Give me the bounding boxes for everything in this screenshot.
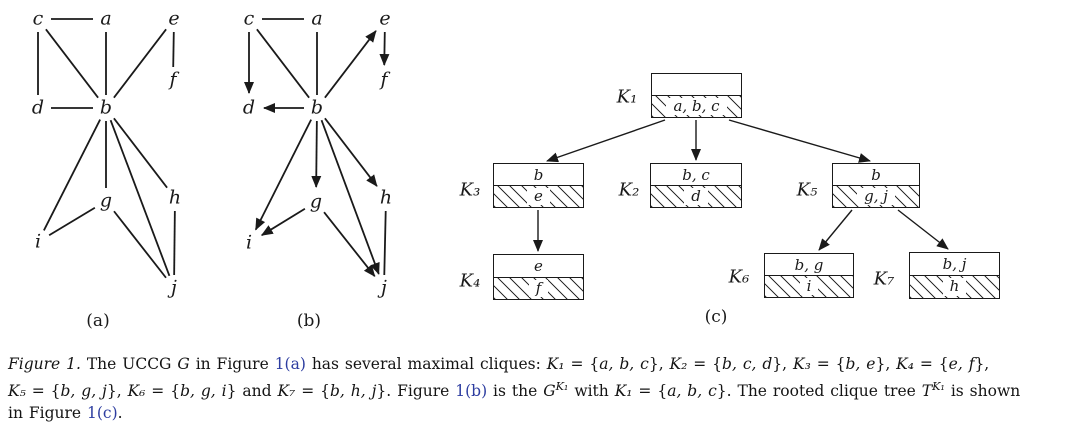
caption-text: . xyxy=(117,404,123,423)
clique-box-K4 xyxy=(493,254,584,300)
caption-text: = { xyxy=(295,381,330,400)
node-label-a-b: b xyxy=(99,96,113,119)
tree-edge-K5-K7 xyxy=(898,210,948,249)
caption-text: K₂ xyxy=(669,355,688,373)
residual-row-K3 xyxy=(494,186,583,207)
node-label-b-c: c xyxy=(243,7,255,30)
clique-box-K6 xyxy=(764,253,854,298)
caption-line-2 xyxy=(8,376,1074,403)
caption-line-3 xyxy=(8,402,1074,425)
caption-text: b, g, j xyxy=(60,381,107,400)
node-label-a-a: a xyxy=(100,7,112,30)
residual-label-K5: g, j xyxy=(857,188,895,205)
node-label-a-i: i xyxy=(34,230,42,253)
panel-c-caption: (c) xyxy=(704,307,728,327)
edge-a-h-j xyxy=(174,211,175,275)
residual-label-K2: d xyxy=(684,188,708,205)
caption-text: has several maximal cliques: xyxy=(305,355,547,373)
node-label-a-e: e xyxy=(168,7,180,30)
clique-label-K7: K₇ xyxy=(873,268,895,290)
caption-text: } and xyxy=(226,381,278,400)
caption-text: Figure 1. xyxy=(8,355,81,373)
caption-text: }, xyxy=(772,355,793,373)
residual-row-K7 xyxy=(910,276,999,298)
caption-text: K₁ xyxy=(555,379,569,393)
node-label-b-i: i xyxy=(245,231,253,254)
node-label-b-h: h xyxy=(379,186,393,209)
clique-label-K6: K₆ xyxy=(728,266,750,288)
caption-text: K₁ xyxy=(614,381,633,400)
caption-text: T xyxy=(921,381,933,400)
residual-row-K4 xyxy=(494,278,583,300)
node-label-b-e: e xyxy=(379,7,391,30)
clique-box-K5 xyxy=(832,163,920,208)
node-label-b-d: d xyxy=(242,96,256,119)
caption-text: K₁ xyxy=(932,379,945,393)
node-label-b-a: a xyxy=(311,7,323,30)
caption-line-1 xyxy=(8,353,1074,376)
separator-row-K2: b, c xyxy=(651,164,741,186)
caption-text: b, h, j xyxy=(329,381,377,400)
clique-label-K3: K₃ xyxy=(459,179,481,201)
caption-text: K₁ xyxy=(546,355,565,373)
residual-row-K2 xyxy=(651,186,741,207)
node-label-b-b: b xyxy=(310,96,324,119)
node-label-b-g: g xyxy=(309,190,323,213)
caption-text: is the xyxy=(487,381,544,400)
caption-text: }, xyxy=(875,355,897,373)
figure-ref-link-1a[interactable]: 1(a) xyxy=(274,355,306,373)
caption-text: b, e xyxy=(845,355,876,373)
caption-text: is shown xyxy=(944,381,1021,400)
caption-text: }. The rooted clique tree xyxy=(716,381,922,400)
residual-label-K6: i xyxy=(800,278,819,295)
caption-text: }. Figure xyxy=(376,381,456,400)
edge-a-b-e xyxy=(114,29,166,97)
figure-ref-link-1b[interactable]: 1(b) xyxy=(455,381,488,400)
node-label-a-j: j xyxy=(171,276,177,299)
residual-label-K3: e xyxy=(527,188,550,205)
tree-edge-K5-K6 xyxy=(819,210,852,250)
panel-a-caption: (a) xyxy=(86,311,110,331)
edge-b-b-i xyxy=(256,120,311,230)
clique-label-K5: K₅ xyxy=(796,179,818,201)
node-label-b-f: f xyxy=(380,68,388,91)
edge-a-c-b xyxy=(46,29,98,97)
caption-text: = { xyxy=(913,355,949,373)
caption-text: The UCCG xyxy=(80,355,178,373)
caption-text: G xyxy=(543,381,556,400)
clique-label-K2: K₂ xyxy=(618,179,640,201)
caption-text: in Figure xyxy=(189,355,275,373)
caption-text: }, xyxy=(648,355,670,373)
caption-text: K₄ xyxy=(896,355,914,373)
separator-row-K4: e xyxy=(494,255,583,278)
caption-text: G xyxy=(177,355,190,373)
residual-label-K1: a, b, c xyxy=(666,98,726,115)
caption-text: e, f xyxy=(948,355,975,373)
clique-label-K1: K₁ xyxy=(616,86,638,108)
caption-text: a, b, c xyxy=(599,355,649,373)
node-label-a-c: c xyxy=(32,7,44,30)
caption-text: }, xyxy=(974,355,990,373)
caption-text: K₆ xyxy=(127,381,146,400)
edge-a-b-i xyxy=(44,120,100,231)
caption-text: a, b, c xyxy=(667,381,717,400)
node-label-a-h: h xyxy=(168,186,182,209)
edge-b-c-b xyxy=(257,29,309,97)
edge-b-b-g xyxy=(316,121,317,187)
caption-text: K₅ xyxy=(8,381,26,400)
caption-text: = { xyxy=(632,381,668,400)
caption-text: K₇ xyxy=(277,381,296,400)
caption-text: b, c, d xyxy=(722,355,773,373)
separator-row-K5: b xyxy=(833,164,919,186)
caption-text: }, xyxy=(106,381,128,400)
edge-b-g-i xyxy=(262,209,305,235)
clique-label-K4: K₄ xyxy=(459,270,481,292)
edge-a-b-j xyxy=(111,120,170,276)
edge-b-b-j xyxy=(322,120,379,274)
edge-b-e-f xyxy=(384,32,385,65)
residual-row-K1 xyxy=(652,96,741,117)
clique-box-K1 xyxy=(651,73,742,118)
caption-text: = { xyxy=(810,355,846,373)
separator-row-K6: b, g xyxy=(765,254,853,276)
tree-edge-K1-K5 xyxy=(729,120,870,161)
residual-row-K5 xyxy=(833,186,919,207)
caption-text: = { xyxy=(25,381,61,400)
clique-box-K7 xyxy=(909,252,1000,299)
tree-edge-K1-K3 xyxy=(547,120,665,161)
caption-text: with xyxy=(568,381,615,400)
node-label-b-j: j xyxy=(381,276,387,299)
residual-row-K6 xyxy=(765,276,853,297)
figure-caption xyxy=(8,353,1074,425)
edge-a-b-h xyxy=(114,118,167,187)
residual-label-K7: h xyxy=(943,278,967,295)
figure-ref-link-1c[interactable]: 1(c) xyxy=(87,404,118,423)
residual-label-K4: f xyxy=(529,280,549,297)
caption-text: = { xyxy=(145,381,181,400)
clique-box-K3 xyxy=(493,163,584,208)
node-label-a-g: g xyxy=(99,189,113,212)
node-label-a-d: d xyxy=(31,96,45,119)
edge-a-e-f xyxy=(173,32,174,67)
node-label-a-f: f xyxy=(169,68,177,91)
caption-text: b, g, i xyxy=(180,381,227,400)
separator-row-K1 xyxy=(652,74,741,96)
caption-text: = { xyxy=(687,355,723,373)
caption-text: in Figure xyxy=(8,404,87,423)
separator-row-K3: b xyxy=(494,164,583,186)
separator-row-K7: b, j xyxy=(910,253,999,276)
edge-a-g-i xyxy=(49,208,95,236)
edge-b-h-j xyxy=(384,211,385,275)
caption-text: K₃ xyxy=(793,355,811,373)
clique-box-K2 xyxy=(650,163,742,208)
caption-text: = { xyxy=(564,355,600,373)
panel-b-caption: (b) xyxy=(296,311,322,331)
edge-b-b-e xyxy=(325,31,376,98)
